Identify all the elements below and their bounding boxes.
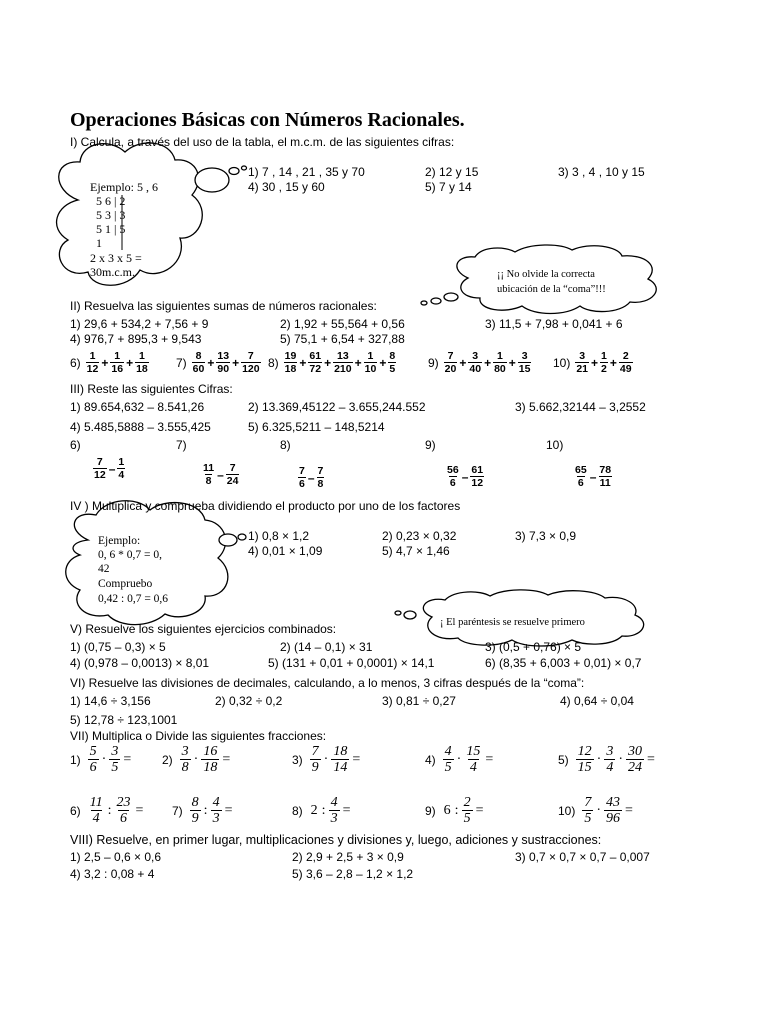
section-6-instruction: VI) Resuelve las divisiones de decimales, calculando, a lo menos, 3 cifras después de la “coma”: (70, 676, 585, 690)
fraction (600, 350, 608, 375)
fraction (388, 350, 396, 375)
fraction-expression (92, 456, 126, 481)
denominator: 18 (136, 363, 148, 375)
item-label: 4) (425, 752, 436, 767)
operator: + (232, 355, 240, 370)
example-text: Ejemplo: (98, 535, 141, 547)
fraction (619, 350, 633, 375)
numerator: 4 (444, 744, 452, 759)
operator: + (101, 355, 109, 370)
example-title: Ejemplo: 5 , 6 (90, 180, 158, 194)
fraction-sum (268, 350, 397, 375)
denominator: 40 (469, 363, 482, 375)
fraction (192, 350, 206, 375)
numerator: 4 (330, 795, 338, 810)
denominator: 5 (444, 760, 452, 775)
item-label: 8) (280, 438, 291, 452)
fraction (241, 350, 261, 375)
numerator: 7 (311, 744, 319, 759)
exercise-item: 4) 976,7 + 895,3 + 9,543 (70, 332, 202, 346)
numerator: 61 (471, 464, 484, 476)
fraction-operation (558, 744, 657, 775)
fraction (284, 350, 298, 375)
item-label: 10) (546, 438, 564, 452)
numerator: 8 (191, 795, 199, 810)
fraction-expression (297, 465, 325, 490)
denominator: 4 (118, 469, 125, 481)
operator: : (454, 802, 459, 818)
numerator: 19 (284, 350, 297, 362)
numerator: 13 (337, 350, 349, 362)
fraction-operation (70, 795, 145, 826)
denominator: 6 (120, 811, 128, 826)
lcm-row: 1 (96, 236, 102, 250)
operator: + (354, 355, 362, 370)
exercise-item: 3) 11,5 + 7,98 + 0,041 + 6 (485, 317, 623, 331)
numerator: 2 (463, 795, 471, 810)
fraction (462, 795, 473, 826)
exercise-item: 5) 12,78 ÷ 123,1001 (70, 713, 178, 727)
denominator: 4 (92, 811, 100, 826)
numerator: 7 (247, 350, 254, 362)
exercise-item: 3) (0,5 + 0,76) × 5 (485, 640, 582, 654)
exercise-item: 2) 0,23 × 0,32 (382, 529, 457, 543)
item-label: 1) (70, 752, 81, 767)
numerator: 1 (497, 350, 503, 362)
section-7-instruction: VII) Multiplica o Divide las siguientes fracciones: (70, 729, 327, 743)
exercise-item: 4) 0,01 × 1,09 (248, 544, 323, 558)
numerator: 3 (181, 744, 189, 759)
numerator: 65 (575, 464, 587, 476)
operator: : (107, 802, 112, 818)
fraction (329, 795, 340, 826)
exercise-item: 4) 3,2 : 0,08 + 4 (70, 867, 155, 881)
cloud-example-2 (66, 501, 228, 625)
fraction (226, 462, 240, 487)
operator: + (591, 355, 599, 370)
fraction (364, 350, 378, 375)
exercise-item: 5) 4,7 × 1,46 (382, 544, 450, 558)
example-text: 42 (98, 563, 110, 575)
denominator: 6 (449, 477, 456, 489)
exercise-item: 5) 7 y 14 (425, 180, 472, 194)
fraction (468, 350, 482, 375)
exercise-item: 5) (131 + 0,01 + 0,0001) × 14,1 (268, 656, 435, 670)
denominator: 90 (217, 363, 230, 375)
fraction (88, 795, 105, 826)
fraction-subtraction (546, 438, 613, 489)
operator: – (108, 461, 116, 476)
denominator: 9 (311, 760, 319, 775)
fraction-sum (428, 350, 532, 375)
equals-sign: = (224, 802, 233, 818)
exercise-item: 4) 5.485,5888 – 3.555,425 (70, 420, 211, 434)
example-text: 0,42 : 0,7 = 0,6 (98, 593, 169, 605)
exercise-item: 2) 1,92 + 55,564 + 0,56 (280, 317, 405, 331)
denominator: 12 (471, 477, 484, 489)
denominator: 6 (89, 760, 97, 775)
exercise-item: 2) 12 y 15 (425, 165, 479, 179)
numerator: 7 (96, 456, 103, 468)
fraction (576, 744, 594, 775)
numerator: 3 (111, 744, 119, 759)
exercise-item: 4) (0,978 – 0,0013) × 8,01 (70, 656, 210, 670)
section-8-instruction: VIII) Resuelve, en primer lugar, multiplicaciones y divisiones y, luego, adiciones y sustracciones: (70, 833, 602, 847)
exercise-item: 4) 0,64 ÷ 0,04 (560, 694, 634, 708)
item-label: 2) (162, 752, 173, 767)
fraction-operation (162, 744, 232, 775)
operator: · (456, 751, 462, 767)
fraction-sum (553, 350, 634, 375)
fraction-expression (573, 464, 613, 489)
fraction (135, 350, 149, 375)
operator: · (618, 751, 624, 767)
fraction (444, 350, 458, 375)
denominator: 5 (584, 811, 592, 826)
exercise-item: 1) 7 , 14 , 21 , 35 y 70 (248, 165, 365, 179)
operator: – (461, 469, 469, 484)
operator: : (321, 802, 326, 818)
numerator: 12 (577, 744, 592, 759)
item-label: 6) (70, 438, 81, 452)
numerator: 3 (472, 350, 479, 362)
numerator: 43 (606, 795, 621, 810)
numerator: 1 (601, 350, 607, 362)
denominator: 3 (330, 811, 338, 826)
numerator: 16 (203, 744, 218, 759)
lcm-row: 5 3 | 3 (96, 208, 126, 222)
operator: + (299, 355, 307, 370)
fraction (211, 795, 222, 826)
numerator: 4 (212, 795, 220, 810)
fraction (117, 456, 125, 481)
operator: + (324, 355, 332, 370)
operator: · (323, 751, 329, 767)
numerator: 3 (606, 744, 614, 759)
exercise-item: 1) 14,6 ÷ 3,156 (70, 694, 151, 708)
fraction (333, 350, 353, 375)
numerator: 11 (203, 462, 215, 474)
fraction (190, 795, 201, 826)
denominator: 12 (86, 363, 99, 375)
fraction (115, 795, 133, 826)
item-label: 10) (558, 803, 576, 818)
fraction (180, 744, 191, 775)
fraction (110, 350, 124, 375)
item-label: 9) (425, 803, 436, 818)
fraction (575, 350, 589, 375)
denominator: 3 (212, 811, 220, 826)
section-3-instruction: III) Reste las siguientes Cifras: (70, 382, 233, 396)
exercise-item: 5) 75,1 + 6,54 + 327,88 (280, 332, 405, 346)
whole-number: 6 (443, 802, 451, 818)
lcm-row: 5 6 | 2 (96, 194, 126, 208)
item-label: 8) (292, 803, 303, 818)
denominator: 210 (334, 363, 352, 375)
denominator: 11 (599, 477, 611, 489)
equals-sign: = (123, 751, 132, 767)
fraction (443, 744, 454, 775)
equals-sign: = (485, 751, 494, 767)
denominator: 6 (299, 478, 305, 490)
operator: – (307, 470, 315, 485)
item-label: 6) (70, 355, 81, 370)
operator: + (484, 355, 492, 370)
denominator: 120 (242, 363, 260, 375)
numerator: 7 (447, 350, 454, 362)
fraction (216, 350, 230, 375)
item-label: 6) (70, 803, 81, 818)
exercise-item: 3) 0,7 × 0,7 × 0,7 – 0,007 (515, 850, 650, 864)
numerator: 5 (89, 744, 97, 759)
denominator: 15 (518, 363, 531, 375)
section-5-instruction: V) Resuelve los siguientes ejercicios combinados: (70, 622, 337, 636)
exercise-item: 5) 3,6 – 2,8 – 1,2 × 1,2 (292, 867, 414, 881)
exercise-item: 3) 0,81 ÷ 0,27 (382, 694, 456, 708)
item-label: 7) (176, 355, 187, 370)
fraction (604, 744, 615, 775)
fraction (88, 744, 99, 775)
denominator: 96 (606, 811, 621, 826)
equals-sign: = (625, 802, 633, 818)
fraction-sum (70, 350, 150, 375)
denominator: 49 (619, 363, 632, 375)
equals-sign: = (342, 802, 351, 818)
numerator: 1 (89, 350, 96, 362)
operator: · (596, 802, 602, 818)
fraction (518, 350, 532, 375)
numerator: 1 (118, 456, 125, 468)
fraction (446, 464, 460, 489)
denominator: 80 (494, 363, 506, 375)
fraction (598, 464, 612, 489)
denominator: 8 (181, 760, 189, 775)
exercise-item: 4) 30 , 15 y 60 (248, 180, 325, 194)
fraction-operation (425, 795, 485, 826)
bubble-text: ¡ El paréntesis se resuelve primero (440, 617, 585, 628)
fraction (331, 744, 349, 775)
item-label: 9) (428, 355, 439, 370)
fraction (470, 464, 484, 489)
fraction-subtraction (70, 438, 126, 481)
fraction (298, 465, 306, 490)
numerator: 15 (466, 744, 481, 759)
operator: – (589, 469, 597, 484)
exercise-item: 1) 89.654,632 – 8.541,26 (70, 400, 205, 414)
denominator: 8 (205, 475, 212, 487)
exercise-item: 3) 5.662,32144 – 3,2552 (515, 400, 646, 414)
fraction-expression (201, 462, 240, 487)
item-label: 8) (268, 355, 279, 370)
operator: : (203, 802, 208, 818)
fraction-subtraction (176, 438, 240, 487)
section-4-instruction: IV ) Multiplica y comprueba dividiendo el producto por uno de los factores (70, 499, 461, 513)
exercise-item: 1) 2,5 – 0,6 × 0,6 (70, 850, 162, 864)
numerator: 1 (367, 350, 374, 362)
fraction-operation (425, 744, 495, 775)
fraction-operation (292, 744, 362, 775)
exercise-item: 1) 29,6 + 534,2 + 7,56 + 9 (70, 317, 209, 331)
whole-number: 2 (310, 802, 318, 818)
denominator: 14 (333, 760, 348, 775)
operator: + (126, 355, 134, 370)
denominator: 4 (469, 760, 477, 775)
fraction (626, 744, 644, 775)
denominator: 20 (444, 363, 457, 375)
fraction (93, 456, 107, 481)
fraction (317, 465, 325, 490)
item-label: 9) (425, 438, 436, 452)
denominator: 24 (226, 475, 239, 487)
numerator: 8 (389, 350, 396, 362)
denominator: 72 (309, 363, 322, 375)
exercise-item: 5) 6.325,5211 – 148,5214 (248, 420, 385, 434)
denominator: 5 (111, 760, 119, 775)
numerator: 7 (584, 795, 592, 810)
operator: + (207, 355, 215, 370)
exercise-item: 2) 13.369,45122 – 3.655,244.552 (248, 400, 426, 414)
equals-sign: = (475, 802, 484, 818)
operator: + (609, 355, 617, 370)
operator: · (596, 751, 602, 767)
lcm-row: 5 1 | 5 (96, 222, 126, 236)
operator: + (459, 355, 467, 370)
numerator: 61 (309, 350, 322, 362)
item-label: 5) (558, 752, 569, 767)
item-label: 3) (292, 752, 303, 767)
denominator: 18 (284, 363, 297, 375)
example-text: Compruebo (98, 578, 153, 590)
fraction (202, 462, 215, 487)
fraction-operation (558, 795, 635, 826)
equals-sign: = (135, 802, 144, 818)
denominator: 4 (606, 760, 614, 775)
equals-sign: = (647, 751, 655, 767)
fraction (574, 464, 588, 489)
numerator: 1 (114, 350, 121, 362)
numerator: 7 (299, 465, 305, 477)
numerator: 3 (521, 350, 528, 362)
exercise-item: 3) 3 , 4 , 10 y 15 (558, 165, 645, 179)
item-label: 7) (176, 438, 187, 452)
fraction (308, 350, 322, 375)
numerator: 56 (447, 464, 459, 476)
denominator: 9 (191, 811, 199, 826)
numerator: 7 (317, 465, 324, 477)
denominator: 12 (94, 469, 106, 481)
exercise-item: 3) 7,3 × 0,9 (515, 529, 577, 543)
page-title: Operaciones Básicas con Números Racionales. (70, 109, 465, 131)
fraction (86, 350, 100, 375)
section-2-instruction: II) Resuelva las siguientes sumas de números racionales: (70, 299, 377, 313)
operator: + (508, 355, 516, 370)
numerator: 3 (579, 350, 586, 362)
denominator: 21 (576, 363, 589, 375)
numerator: 8 (195, 350, 202, 362)
fraction (493, 350, 507, 375)
denominator: 60 (192, 363, 205, 375)
fraction (201, 744, 219, 775)
fraction (582, 795, 593, 826)
equals-sign: = (222, 751, 231, 767)
fraction-subtraction (280, 438, 325, 490)
numerator: 78 (599, 464, 612, 476)
fraction (109, 744, 120, 775)
fraction-operation (172, 795, 234, 826)
denominator: 18 (203, 760, 218, 775)
exercise-item: 2) (14 – 0,1) × 31 (280, 640, 373, 654)
denominator: 15 (577, 760, 592, 775)
bubble-text: ¡¡ No olvide la correcta (497, 269, 595, 280)
example-text: 0, 6 * 0,7 = 0, (98, 549, 162, 561)
numerator: 11 (89, 795, 103, 810)
operator: · (193, 751, 199, 767)
exercise-item: 2) 2,9 + 2,5 + 3 × 0,9 (292, 850, 404, 864)
exercise-item: 1) 0,8 × 1,2 (248, 529, 310, 543)
numerator: 18 (333, 744, 348, 759)
denominator: 10 (364, 363, 377, 375)
numerator: 1 (139, 350, 145, 362)
lcm-product: 2 x 3 x 5 = (90, 251, 142, 265)
lcm-result: 30m.c.m. (90, 265, 135, 279)
fraction (604, 795, 622, 826)
numerator: 23 (116, 795, 131, 810)
denominator: 2 (601, 363, 607, 375)
exercise-item: 6) (8,35 + 6,003 + 0,01) × 0,7 (485, 656, 642, 670)
exercise-item: 2) 0,32 ÷ 0,2 (215, 694, 283, 708)
fraction-expression (445, 464, 485, 489)
denominator: 6 (577, 477, 584, 489)
bubble-text: ubicación de la “coma”!!! (497, 284, 606, 295)
cloud-tail-1 (195, 168, 229, 192)
denominator: 5 (463, 811, 471, 826)
numerator: 7 (229, 462, 236, 474)
fraction-operation (70, 744, 133, 775)
numerator: 30 (628, 744, 643, 759)
exercise-item: 1) (0,75 – 0,3) × 5 (70, 640, 166, 654)
numerator: 2 (622, 350, 629, 362)
fraction-operation (292, 795, 352, 826)
fraction-sum (176, 350, 262, 375)
operator: – (217, 467, 224, 482)
numerator: 13 (217, 350, 230, 362)
fraction (310, 744, 321, 775)
item-label: 7) (172, 803, 183, 818)
fraction-subtraction (425, 438, 485, 489)
operator: + (379, 355, 387, 370)
equals-sign: = (352, 751, 361, 767)
denominator: 5 (389, 363, 396, 375)
denominator: 16 (111, 363, 124, 375)
denominator: 24 (628, 760, 643, 775)
section-1-instruction: I) Calcula, a través del uso de la tabla, el m.c.m. de las siguientes cifras: (70, 135, 455, 149)
denominator: 8 (317, 478, 324, 490)
fraction (464, 744, 482, 775)
operator: · (101, 751, 107, 767)
item-label: 10) (553, 355, 571, 370)
